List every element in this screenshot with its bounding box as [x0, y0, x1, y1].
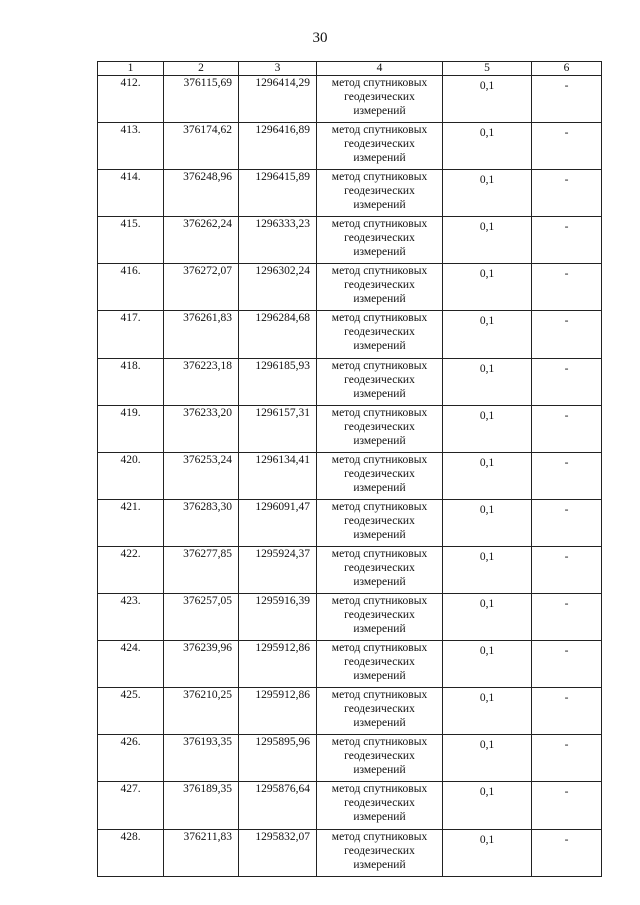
method-line: геодезических	[344, 185, 415, 198]
method-line: измерений	[353, 434, 406, 447]
method-line: геодезических	[344, 326, 415, 339]
table-row	[98, 735, 602, 782]
description-cell: -	[532, 405, 602, 452]
method-line: геодезических	[344, 750, 415, 763]
table-row	[98, 170, 602, 217]
accuracy-cell: 0,1	[443, 829, 532, 876]
method-line: метод спутниковых	[331, 547, 428, 560]
point-number-cell: 415.	[98, 217, 164, 264]
y-coordinate-cell: 1295832,07	[239, 829, 317, 876]
description-cell: -	[532, 358, 602, 405]
method-line: метод спутниковых	[331, 736, 428, 749]
method-line: геодезических	[344, 232, 415, 245]
x-coordinate-cell: 376233,20	[164, 405, 239, 452]
table-row	[98, 358, 602, 405]
accuracy-cell: 0,1	[443, 405, 532, 452]
y-coordinate-cell: 1296185,93	[239, 358, 317, 405]
method-line: измерений	[353, 293, 406, 306]
x-coordinate-cell: 376174,62	[164, 123, 239, 170]
accuracy-cell: 0,1	[443, 452, 532, 499]
method-cell	[317, 829, 443, 876]
table-row	[98, 782, 602, 829]
method-line: метод спутниковых	[331, 689, 428, 702]
table-row	[98, 688, 602, 735]
y-coordinate-cell: 1295876,64	[239, 782, 317, 829]
accuracy-cell: 0,1	[443, 546, 532, 593]
table-row	[98, 546, 602, 593]
method-cell	[317, 358, 443, 405]
point-number-cell: 421.	[98, 499, 164, 546]
x-coordinate-cell: 376257,05	[164, 594, 239, 641]
x-coordinate-cell: 376283,30	[164, 499, 239, 546]
x-coordinate-cell: 376189,35	[164, 782, 239, 829]
table-row	[98, 217, 602, 264]
point-number-cell: 417.	[98, 311, 164, 358]
method-line: измерений	[353, 764, 406, 777]
point-number-cell: 428.	[98, 829, 164, 876]
accuracy-cell: 0,1	[443, 76, 532, 123]
table-row	[98, 264, 602, 311]
column-header-5: 5	[443, 62, 532, 76]
point-number-cell: 418.	[98, 358, 164, 405]
method-line: геодезических	[344, 279, 415, 292]
method-line: метод спутниковых	[331, 595, 428, 608]
method-cell	[317, 170, 443, 217]
column-header-1: 1	[98, 62, 164, 76]
point-number-cell: 420.	[98, 452, 164, 499]
method-line: метод спутниковых	[331, 218, 428, 231]
method-line: метод спутниковых	[331, 453, 428, 466]
method-line: измерений	[353, 528, 406, 541]
x-coordinate-cell: 376248,96	[164, 170, 239, 217]
column-header-2: 2	[164, 62, 239, 76]
method-line: измерений	[353, 670, 406, 683]
method-line: метод спутниковых	[331, 783, 428, 796]
method-line: метод спутниковых	[331, 359, 428, 372]
y-coordinate-cell: 1296157,31	[239, 405, 317, 452]
table-row	[98, 123, 602, 170]
y-coordinate-cell: 1296134,41	[239, 452, 317, 499]
point-number-cell: 413.	[98, 123, 164, 170]
x-coordinate-cell: 376261,83	[164, 311, 239, 358]
y-coordinate-cell: 1296415,89	[239, 170, 317, 217]
x-coordinate-cell: 376211,83	[164, 829, 239, 876]
method-line: измерений	[353, 387, 406, 400]
description-cell: -	[532, 76, 602, 123]
method-cell	[317, 499, 443, 546]
point-number-cell: 422.	[98, 546, 164, 593]
point-number-cell: 425.	[98, 688, 164, 735]
description-cell: -	[532, 170, 602, 217]
y-coordinate-cell: 1296416,89	[239, 123, 317, 170]
table-row	[98, 829, 602, 876]
method-cell	[317, 735, 443, 782]
table-row	[98, 641, 602, 688]
method-cell	[317, 264, 443, 311]
method-line: метод спутниковых	[331, 406, 428, 419]
method-line: геодезических	[344, 91, 415, 103]
coordinates-table	[97, 61, 602, 877]
method-line: геодезических	[344, 656, 415, 669]
method-line: измерений	[353, 575, 406, 588]
method-line: измерений	[353, 246, 406, 259]
method-cell	[317, 594, 443, 641]
method-line: метод спутниковых	[331, 77, 428, 89]
method-line: измерений	[353, 340, 406, 353]
y-coordinate-cell: 1295912,86	[239, 688, 317, 735]
description-cell: -	[532, 264, 602, 311]
accuracy-cell: 0,1	[443, 264, 532, 311]
y-coordinate-cell: 1295895,96	[239, 735, 317, 782]
method-line: измерений	[353, 858, 406, 871]
accuracy-cell: 0,1	[443, 217, 532, 264]
point-number-cell: 414.	[98, 170, 164, 217]
y-coordinate-cell: 1296333,23	[239, 217, 317, 264]
x-coordinate-cell: 376239,96	[164, 641, 239, 688]
accuracy-cell: 0,1	[443, 358, 532, 405]
accuracy-cell: 0,1	[443, 641, 532, 688]
method-cell	[317, 688, 443, 735]
point-number-cell: 424.	[98, 641, 164, 688]
method-cell	[317, 217, 443, 264]
x-coordinate-cell: 376253,24	[164, 452, 239, 499]
method-cell	[317, 641, 443, 688]
description-cell: -	[532, 452, 602, 499]
description-cell: -	[532, 735, 602, 782]
accuracy-cell: 0,1	[443, 782, 532, 829]
method-cell	[317, 546, 443, 593]
table-row	[98, 452, 602, 499]
point-number-cell: 412.	[98, 76, 164, 123]
accuracy-cell: 0,1	[443, 688, 532, 735]
method-cell	[317, 311, 443, 358]
method-cell	[317, 405, 443, 452]
accuracy-cell: 0,1	[443, 123, 532, 170]
x-coordinate-cell: 376277,85	[164, 546, 239, 593]
method-line: измерений	[353, 717, 406, 730]
column-header-6: 6	[532, 62, 602, 76]
x-coordinate-cell: 376115,69	[164, 76, 239, 123]
method-line: геодезических	[344, 420, 415, 433]
method-line: метод спутниковых	[331, 171, 428, 184]
accuracy-cell: 0,1	[443, 499, 532, 546]
description-cell: -	[532, 641, 602, 688]
y-coordinate-cell: 1296284,68	[239, 311, 317, 358]
method-line: метод спутниковых	[331, 642, 428, 655]
table-row	[98, 499, 602, 546]
column-header-3: 3	[239, 62, 317, 76]
method-line: метод спутниковых	[331, 500, 428, 513]
description-cell: -	[532, 217, 602, 264]
description-cell: -	[532, 311, 602, 358]
method-line: геодезических	[344, 561, 415, 574]
method-line: измерений	[353, 152, 406, 165]
x-coordinate-cell: 376272,07	[164, 264, 239, 311]
method-cell	[317, 76, 443, 123]
method-line: метод спутниковых	[331, 265, 428, 278]
x-coordinate-cell: 376223,18	[164, 358, 239, 405]
description-cell: -	[532, 782, 602, 829]
y-coordinate-cell: 1296091,47	[239, 499, 317, 546]
method-line: измерений	[353, 481, 406, 494]
x-coordinate-cell: 376262,24	[164, 217, 239, 264]
description-cell: -	[532, 499, 602, 546]
x-coordinate-cell: 376210,25	[164, 688, 239, 735]
method-line: геодезических	[344, 703, 415, 716]
accuracy-cell: 0,1	[443, 735, 532, 782]
description-cell: -	[532, 594, 602, 641]
description-cell: -	[532, 829, 602, 876]
description-cell: -	[532, 688, 602, 735]
method-line: измерений	[353, 105, 406, 117]
method-line: метод спутниковых	[331, 124, 428, 137]
method-line: геодезических	[344, 373, 415, 386]
method-line: геодезических	[344, 797, 415, 810]
method-line: измерений	[353, 811, 406, 824]
point-number-cell: 426.	[98, 735, 164, 782]
point-number-cell: 427.	[98, 782, 164, 829]
accuracy-cell: 0,1	[443, 170, 532, 217]
method-line: геодезических	[344, 844, 415, 857]
method-cell	[317, 123, 443, 170]
table-row	[98, 311, 602, 358]
method-line: метод спутниковых	[331, 830, 428, 843]
table-row	[98, 405, 602, 452]
y-coordinate-cell: 1296302,24	[239, 264, 317, 311]
y-coordinate-cell: 1295924,37	[239, 546, 317, 593]
y-coordinate-cell: 1295912,86	[239, 641, 317, 688]
method-line: измерений	[353, 623, 406, 636]
method-line: геодезических	[344, 514, 415, 527]
column-header-4: 4	[317, 62, 443, 76]
table-row	[98, 76, 602, 123]
method-cell	[317, 782, 443, 829]
page-number: 30	[312, 30, 328, 46]
method-line: метод спутниковых	[331, 312, 428, 325]
method-cell	[317, 452, 443, 499]
point-number-cell: 423.	[98, 594, 164, 641]
method-line: геодезических	[344, 138, 415, 151]
method-line: измерений	[353, 199, 406, 212]
x-coordinate-cell: 376193,35	[164, 735, 239, 782]
method-line: геодезических	[344, 609, 415, 622]
description-cell: -	[532, 123, 602, 170]
point-number-cell: 419.	[98, 405, 164, 452]
description-cell: -	[532, 546, 602, 593]
table-header-row	[98, 62, 602, 76]
method-line: геодезических	[344, 467, 415, 480]
y-coordinate-cell: 1295916,39	[239, 594, 317, 641]
y-coordinate-cell: 1296414,29	[239, 76, 317, 123]
accuracy-cell: 0,1	[443, 311, 532, 358]
point-number-cell: 416.	[98, 264, 164, 311]
table-row	[98, 594, 602, 641]
accuracy-cell: 0,1	[443, 594, 532, 641]
